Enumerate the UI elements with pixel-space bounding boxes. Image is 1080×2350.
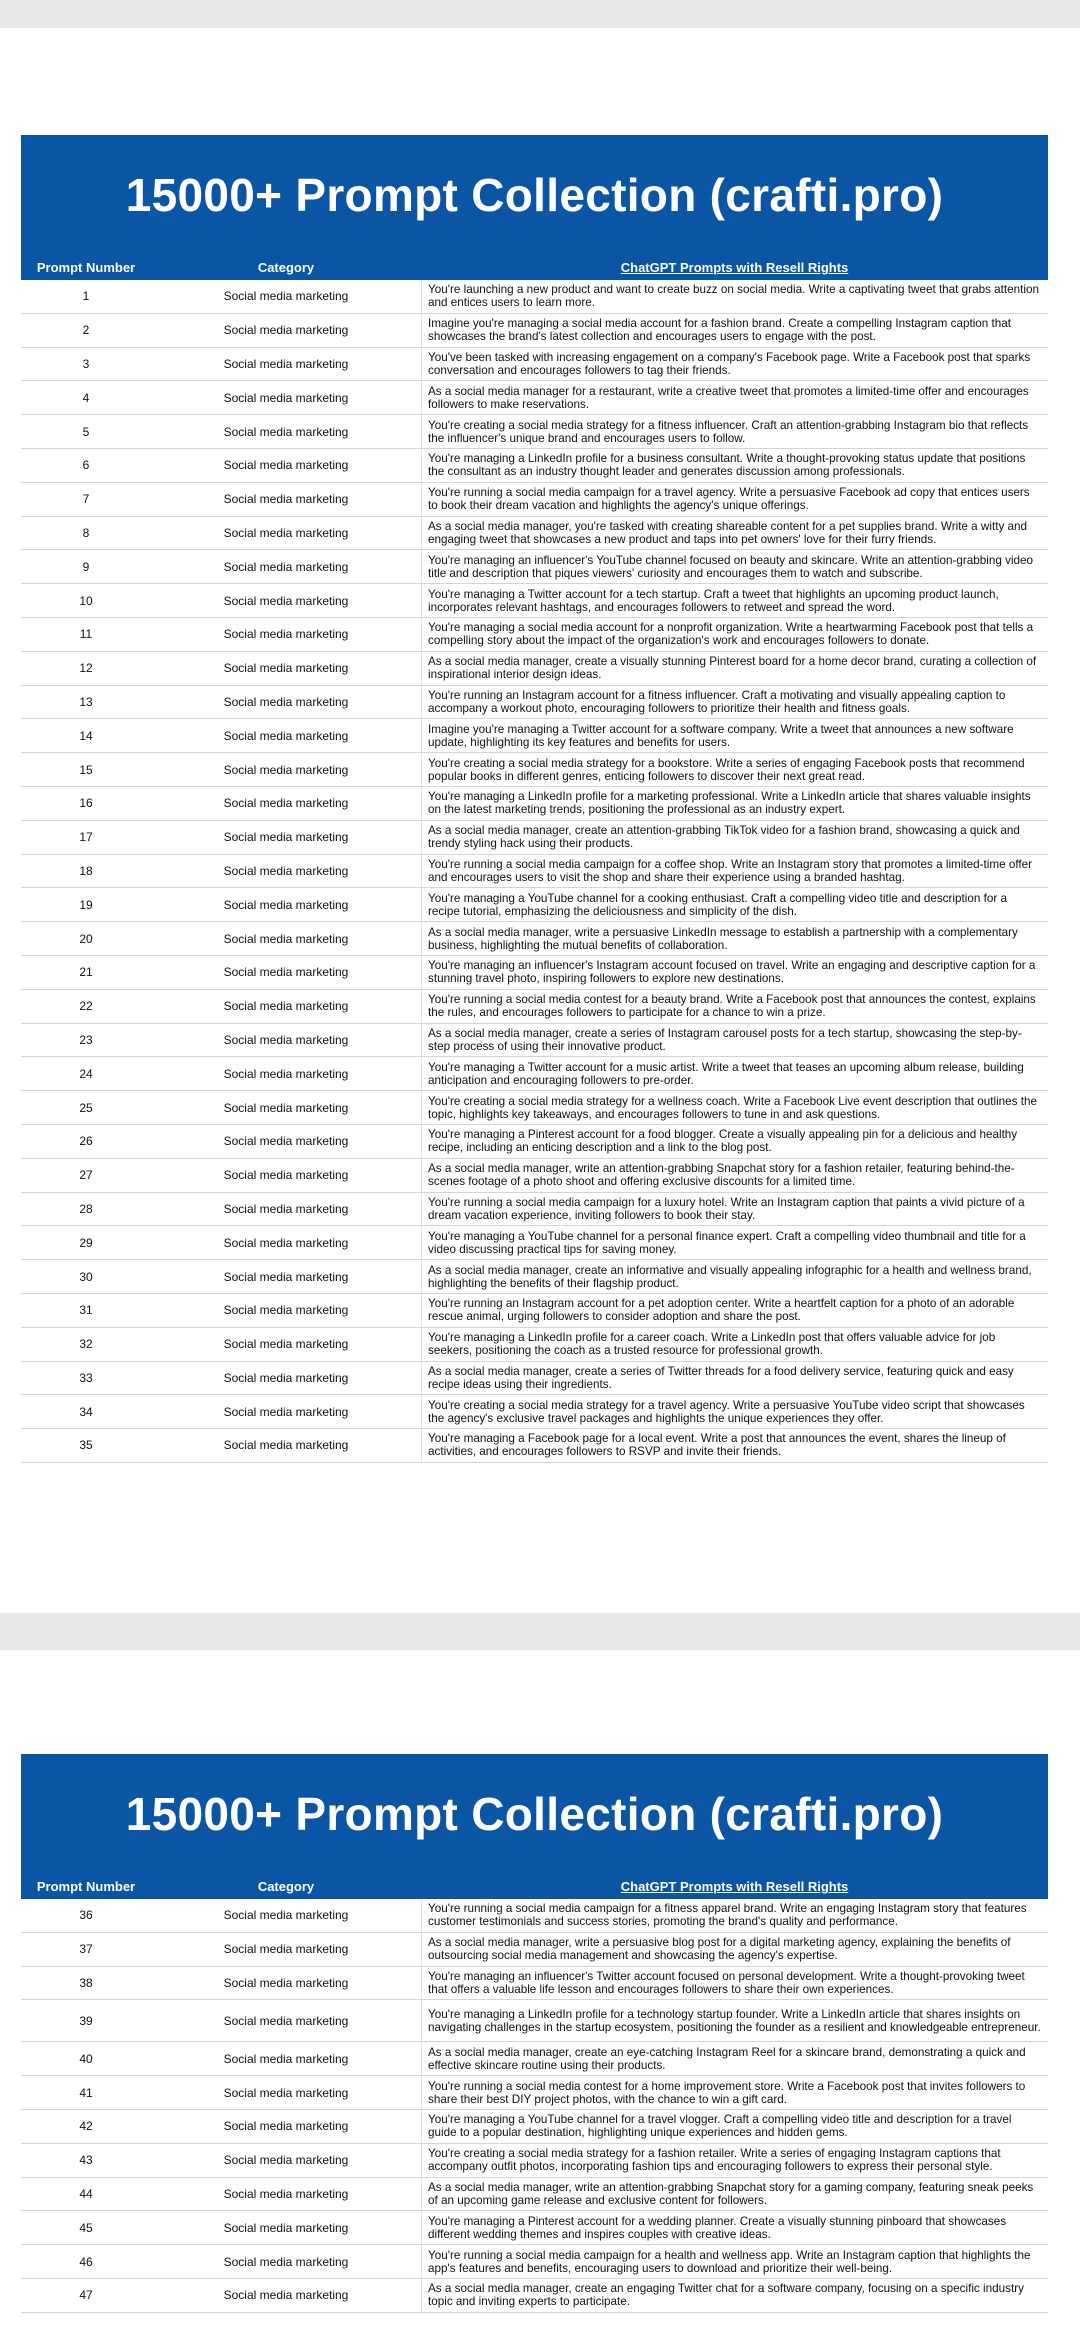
prompt-number: 30 — [79, 1269, 93, 1284]
prompt-text: You're running a social media contest for a beauty brand. Write a Facebook post that announces the contest, explains the rules, and encourages followers to participate for a chance to win a prize. — [421, 990, 1048, 1023]
prompt-text: You're managing an influencer's Twitter account focused on personal development. Write a thought-provoking tweet that offers a valuable life lesson and encourages followers to share their own experiences. — [421, 1967, 1048, 2000]
prompt-text: You're managing a YouTube channel for a personal finance expert. Craft a compelling video thumbnail and title for a video discussing practical tips for saving money. — [421, 1226, 1048, 1259]
table-row — [21, 618, 1048, 652]
prompt-number: 8 — [82, 525, 90, 540]
prompt-category: Social media marketing — [223, 2288, 349, 2303]
table-row — [21, 314, 1048, 348]
table-row — [21, 1933, 1048, 1967]
table-row — [21, 1193, 1048, 1227]
table-header — [21, 255, 1048, 280]
prompt-text: You've been tasked with increasing engagement on a company's Facebook page. Write a Facebook post that sparks conversation and encourages followers to tag their friends. — [421, 348, 1048, 381]
table-row — [21, 2211, 1048, 2245]
column-header-number: Prompt Number — [36, 1879, 136, 1894]
prompt-category: Social media marketing — [223, 999, 349, 1014]
table-row — [21, 1260, 1048, 1294]
prompt-text: You're managing a LinkedIn profile for a career coach. Write a LinkedIn post that offers valuable advice for job seekers, positioning the coach as a trusted resource for professional growth. — [421, 1328, 1048, 1361]
table-body — [21, 1899, 1048, 2313]
prompt-text: You're managing a Pinterest account for a food blogger. Create a visually appealing pin for a delicious and healthy recipe, including an enticing description and a link to the blog post. — [421, 1125, 1048, 1158]
prompt-text: You're running a social media contest for a home improvement store. Write a Facebook post that invites followers to share their best DIY project photos, with the chance to win a gift card. — [421, 2076, 1048, 2109]
table-row — [21, 2042, 1048, 2076]
prompt-text: You're running an Instagram account for a pet adoption center. Write a heartfelt caption for a photo of an adorable rescue animal, urging followers to consider adoption and share the post. — [421, 1294, 1048, 1327]
prompt-number: 24 — [79, 1066, 93, 1081]
prompt-number: 17 — [79, 830, 93, 845]
prompt-category: Social media marketing — [223, 931, 349, 946]
viewer-top-strip — [0, 0, 1080, 28]
prompt-number: 23 — [79, 1032, 93, 1047]
column-header-category: Category — [257, 260, 315, 275]
prompt-number: 47 — [79, 2288, 93, 2303]
prompt-text: You're managing a Twitter account for a music artist. Write a tweet that teases an upcoming album release, building anticipation and encouraging followers to pre-order. — [421, 1057, 1048, 1090]
prompt-category: Social media marketing — [223, 2013, 349, 2028]
prompt-text: You're managing a YouTube channel for a cooking enthusiast. Craft a compelling video title and description for a recipe tutorial, emphasizing the deliciousness and simplicity of the dish. — [421, 888, 1048, 921]
table-row — [21, 1091, 1048, 1125]
table-row — [21, 719, 1048, 753]
prompt-number: 44 — [79, 2186, 93, 2201]
prompt-number: 27 — [79, 1168, 93, 1183]
prompt-number: 1 — [82, 289, 90, 304]
prompt-text: You're managing an influencer's Instagram account focused on travel. Write an engaging and descriptive caption for a stunning travel photo, inspiring followers to explore new destinations. — [421, 956, 1048, 989]
table-row — [21, 2178, 1048, 2212]
prompt-category: Social media marketing — [223, 1975, 349, 1990]
prompt-category: Social media marketing — [223, 830, 349, 845]
prompt-text: You're running a social media campaign for a coffee shop. Write an Instagram story that promotes a limited-time offer and encourages users to visit the shop and share their experience using a branded hashtag. — [421, 855, 1048, 888]
prompt-number: 11 — [79, 627, 93, 642]
prompt-category: Social media marketing — [223, 796, 349, 811]
table-row — [21, 956, 1048, 990]
prompt-number: 43 — [79, 2153, 93, 2168]
table-row — [21, 415, 1048, 449]
table-row — [21, 888, 1048, 922]
page-title: 15000+ Prompt Collection (crafti.pro) — [21, 1754, 1048, 1874]
prompt-number: 41 — [79, 2085, 93, 2100]
prompt-category: Social media marketing — [223, 1269, 349, 1284]
table-row — [21, 821, 1048, 855]
prompt-category: Social media marketing — [223, 323, 349, 338]
table-row — [21, 2144, 1048, 2178]
prompt-text: You're managing a social media account for a nonprofit organization. Write a heartwarming Facebook post that tells a compelling story about the impact of the organization's work and encourages followers to donate. — [421, 618, 1048, 651]
prompt-number: 9 — [82, 559, 90, 574]
prompt-number: 6 — [82, 458, 90, 473]
prompt-number: 42 — [79, 2119, 93, 2134]
table-row — [21, 686, 1048, 720]
table-row — [21, 280, 1048, 314]
prompt-text: You're running a social media campaign for a health and wellness app. Write an Instagram caption that highlights the app's features and benefits, encouraging users to download and prioritize their well-being. — [421, 2245, 1048, 2278]
prompt-text: You're creating a social media strategy for a travel agency. Write a persuasive YouTube video script that showcases the agency's exclusive travel packages and highlights the unique experiences they offer. — [421, 1395, 1048, 1428]
prompt-text: As a social media manager, create an engaging Twitter chat for a software company, focusing on a specific industry topic and inviting experts to participate. — [421, 2279, 1048, 2312]
prompt-text: You're creating a social media strategy for a fitness influencer. Craft an attention-grabbing Instagram bio that reflects the influencer's unique brand and encourages users to follow. — [421, 415, 1048, 448]
prompt-text: As a social media manager, create an attention-grabbing TikTok video for a fashion brand, showcasing a quick and trendy styling hack using their products. — [421, 821, 1048, 854]
table-row — [21, 2076, 1048, 2110]
table-row — [21, 652, 1048, 686]
table-row — [21, 1429, 1048, 1463]
prompt-number: 31 — [79, 1303, 93, 1318]
prompt-text: You're creating a social media strategy for a bookstore. Write a series of engaging Facebook posts that recommend popular books in different genres, enticing followers to discover their next great read. — [421, 753, 1048, 786]
prompt-number: 40 — [79, 2051, 93, 2066]
prompt-number: 34 — [79, 1404, 93, 1419]
prompt-category: Social media marketing — [223, 1337, 349, 1352]
table-row — [21, 990, 1048, 1024]
table-header — [21, 1874, 1048, 1899]
prompt-text: Imagine you're managing a social media account for a fashion brand. Create a compelling Instagram caption that showcases the brand's latest collection and encourages users to engage with the post. — [421, 314, 1048, 347]
column-header-number: Prompt Number — [36, 260, 136, 275]
table-row — [21, 1125, 1048, 1159]
document-page-2 — [0, 1650, 1080, 2350]
table-row — [21, 1294, 1048, 1328]
prompt-number: 25 — [79, 1100, 93, 1115]
prompt-text: You're managing a Pinterest account for a wedding planner. Create a visually stunning pinboard that showcases different wedding themes and inspires couples with creative ideas. — [421, 2211, 1048, 2244]
prompt-text: As a social media manager, create an eye-catching Instagram Reel for a skincare brand, demonstrating a quick and effective skincare routine using their products. — [421, 2042, 1048, 2075]
prompt-number: 38 — [79, 1975, 93, 1990]
prompt-text: As a social media manager, write an attention-grabbing Snapchat story for a fashion retailer, featuring behind-the-scenes footage of a photo shoot and offering exclusive discounts for a limited time. — [421, 1159, 1048, 1192]
prompt-category: Social media marketing — [223, 661, 349, 676]
prompt-category: Social media marketing — [223, 1134, 349, 1149]
prompt-category: Social media marketing — [223, 863, 349, 878]
prompt-category: Social media marketing — [223, 2119, 349, 2134]
prompt-text: You're creating a social media strategy for a fashion retailer. Write a series of engaging Instagram captions that accompany outfit photos, incorporating fashion tips and encouraging followers to express their personal style. — [421, 2144, 1048, 2177]
prompt-category: Social media marketing — [223, 2051, 349, 2066]
prompt-number: 35 — [79, 1438, 93, 1453]
prompt-table — [21, 1754, 1048, 2313]
prompt-number: 10 — [79, 593, 93, 608]
prompt-text: Imagine you're managing a Twitter account for a software company. Write a tweet that announces a new software update, highlighting its key features and benefits for users. — [421, 719, 1048, 752]
table-row — [21, 2000, 1048, 2042]
table-row — [21, 517, 1048, 551]
table-row — [21, 1057, 1048, 1091]
prompt-text: You're running a social media campaign for a fitness apparel brand. Write an engaging Instagram story that features customer testimonials and success stories, promoting the brand's quality and performance. — [421, 1899, 1048, 1932]
document-page-1 — [0, 28, 1080, 1613]
prompt-text: You're managing an influencer's YouTube channel focused on beauty and skincare. Write an attention-grabbing video title and description that piques viewers' curiosity and encourages them to watch and subscribe. — [421, 550, 1048, 583]
prompt-category: Social media marketing — [223, 559, 349, 574]
prompt-number: 19 — [79, 897, 93, 912]
table-row — [21, 1967, 1048, 2001]
prompt-number: 4 — [82, 390, 90, 405]
prompt-category: Social media marketing — [223, 1908, 349, 1923]
prompt-number: 21 — [79, 965, 93, 980]
prompt-category: Social media marketing — [223, 390, 349, 405]
prompt-category: Social media marketing — [223, 1201, 349, 1216]
prompt-text: You're managing a LinkedIn profile for a technology startup founder. Write a LinkedIn article that shares insights on navigating challenges in the startup ecosystem, positioning the founder as a resilient and knowledgeable entrepreneur. — [421, 2000, 1048, 2041]
prompt-category: Social media marketing — [223, 1168, 349, 1183]
prompt-category: Social media marketing — [223, 2186, 349, 2201]
table-row — [21, 1362, 1048, 1396]
table-row — [21, 2279, 1048, 2313]
prompt-table — [21, 135, 1048, 1463]
prompt-category: Social media marketing — [223, 492, 349, 507]
prompt-category: Social media marketing — [223, 2153, 349, 2168]
prompt-number: 28 — [79, 1201, 93, 1216]
prompt-text: You're running an Instagram account for a fitness influencer. Craft a motivating and visually appealing caption to accompany a workout photo, encouraging followers to prioritize their health and fitness goals. — [421, 686, 1048, 719]
prompt-category: Social media marketing — [223, 356, 349, 371]
prompt-text: You're running a social media campaign for a travel agency. Write a persuasive Facebook ad copy that entices users to book their dream vacation and highlights the agency's unique offerings. — [421, 483, 1048, 516]
prompt-text: As a social media manager, create a visually stunning Pinterest board for a home decor brand, curating a collection of inspirational interior design ideas. — [421, 652, 1048, 685]
table-row — [21, 1899, 1048, 1933]
column-header-prompt-link[interactable]: ChatGPT Prompts with Resell Rights — [620, 260, 849, 275]
prompt-number: 12 — [79, 661, 93, 676]
prompt-number: 15 — [79, 762, 93, 777]
prompt-number: 14 — [79, 728, 93, 743]
prompt-text: You're creating a social media strategy for a wellness coach. Write a Facebook Live event description that outlines the topic, highlights key takeaways, and encourages followers to tune in and ask questions. — [421, 1091, 1048, 1124]
table-row — [21, 855, 1048, 889]
column-header-category: Category — [257, 1879, 315, 1894]
prompt-number: 46 — [79, 2254, 93, 2269]
prompt-category: Social media marketing — [223, 728, 349, 743]
prompt-category: Social media marketing — [223, 2254, 349, 2269]
table-row — [21, 348, 1048, 382]
prompt-number: 22 — [79, 999, 93, 1014]
prompt-text: As a social media manager, write a persuasive blog post for a digital marketing agency, explaining the benefits of outsourcing social media management and showcasing the agency's expertise. — [421, 1933, 1048, 1966]
prompt-category: Social media marketing — [223, 1066, 349, 1081]
table-row — [21, 1328, 1048, 1362]
prompt-category: Social media marketing — [223, 897, 349, 912]
prompt-number: 7 — [82, 492, 90, 507]
table-row — [21, 753, 1048, 787]
prompt-text: As a social media manager, write a persuasive LinkedIn message to establish a partnership with a complementary business, highlighting the mutual benefits of collaboration. — [421, 922, 1048, 955]
prompt-text: As a social media manager, write an attention-grabbing Snapchat story for a gaming company, featuring sneak peeks of an upcoming game release and exclusive content for followers. — [421, 2178, 1048, 2211]
prompt-category: Social media marketing — [223, 2220, 349, 2235]
prompt-number: 37 — [79, 1942, 93, 1957]
prompt-category: Social media marketing — [223, 694, 349, 709]
prompt-category: Social media marketing — [223, 593, 349, 608]
prompt-category: Social media marketing — [223, 2085, 349, 2100]
table-row — [21, 1395, 1048, 1429]
prompt-category: Social media marketing — [223, 1438, 349, 1453]
prompt-category: Social media marketing — [223, 525, 349, 540]
prompt-category: Social media marketing — [223, 1235, 349, 1250]
prompt-number: 13 — [79, 694, 93, 709]
prompt-number: 32 — [79, 1337, 93, 1352]
table-row — [21, 787, 1048, 821]
prompt-category: Social media marketing — [223, 424, 349, 439]
prompt-category: Social media marketing — [223, 762, 349, 777]
prompt-number: 26 — [79, 1134, 93, 1149]
table-row — [21, 2245, 1048, 2279]
prompt-category: Social media marketing — [223, 627, 349, 642]
prompt-category: Social media marketing — [223, 1100, 349, 1115]
prompt-number: 33 — [79, 1370, 93, 1385]
page-title: 15000+ Prompt Collection (crafti.pro) — [21, 135, 1048, 255]
prompt-category: Social media marketing — [223, 458, 349, 473]
prompt-number: 3 — [82, 356, 90, 371]
table-body — [21, 280, 1048, 1463]
table-row — [21, 1226, 1048, 1260]
table-row — [21, 1024, 1048, 1058]
prompt-number: 20 — [79, 931, 93, 946]
prompt-text: As a social media manager, you're tasked with creating shareable content for a pet supplies brand. Write a witty and engaging tweet that showcases a new product and taps into pet owners' love for their furry friends. — [421, 517, 1048, 550]
prompt-category: Social media marketing — [223, 965, 349, 980]
prompt-number: 5 — [82, 424, 90, 439]
prompt-text: You're managing a LinkedIn profile for a business consultant. Write a thought-provoking status update that positions the consultant as an industry thought leader and generates discussion among professionals. — [421, 449, 1048, 482]
prompt-number: 29 — [79, 1235, 93, 1250]
prompt-text: As a social media manager, create a series of Instagram carousel posts for a tech startup, showcasing the step-by-step process of using their innovative product. — [421, 1024, 1048, 1057]
prompt-category: Social media marketing — [223, 1303, 349, 1318]
prompt-text: You're launching a new product and want to create buzz on social media. Write a captivating tweet that grabs attention and entices users to learn more. — [421, 280, 1048, 313]
prompt-number: 36 — [79, 1908, 93, 1923]
prompt-text: You're managing a Facebook page for a local event. Write a post that announces the event, shares the lineup of activities, and encourages followers to RSVP and invite their friends. — [421, 1429, 1048, 1462]
prompt-text: You're managing a Twitter account for a tech startup. Craft a tweet that highlights an upcoming product launch, incorporates relevant hashtags, and encourages followers to retweet and spread the word. — [421, 584, 1048, 617]
prompt-category: Social media marketing — [223, 1032, 349, 1047]
table-row — [21, 584, 1048, 618]
prompt-category: Social media marketing — [223, 289, 349, 304]
table-row — [21, 2110, 1048, 2144]
table-row — [21, 922, 1048, 956]
prompt-category: Social media marketing — [223, 1370, 349, 1385]
table-row — [21, 1159, 1048, 1193]
prompt-text: You're managing a LinkedIn profile for a marketing professional. Write a LinkedIn article that shares valuable insights on the latest marketing trends, positioning the professional as an industry expert. — [421, 787, 1048, 820]
prompt-text: You're managing a YouTube channel for a travel vlogger. Craft a compelling video title and description for a travel guide to a popular destination, highlighting unique experiences and hidden gems. — [421, 2110, 1048, 2143]
prompt-text: As a social media manager, create a series of Twitter threads for a food delivery service, featuring quick and easy recipe ideas using their ingredients. — [421, 1362, 1048, 1395]
prompt-text: As a social media manager for a restaurant, write a creative tweet that promotes a limited-time offer and encourages followers to make reservations. — [421, 381, 1048, 414]
column-header-prompt-link[interactable]: ChatGPT Prompts with Resell Rights — [620, 1879, 849, 1894]
prompt-text: You're running a social media campaign for a luxury hotel. Write an Instagram caption that paints a vivid picture of a dream vacation experience, inviting followers to book their stay. — [421, 1193, 1048, 1226]
prompt-number: 2 — [82, 323, 90, 338]
prompt-number: 18 — [79, 863, 93, 878]
table-row — [21, 381, 1048, 415]
prompt-category: Social media marketing — [223, 1404, 349, 1419]
prompt-number: 45 — [79, 2220, 93, 2235]
prompt-text: As a social media manager, create an informative and visually appealing infographic for a health and wellness brand, highlighting the benefits of their flagship product. — [421, 1260, 1048, 1293]
table-row — [21, 483, 1048, 517]
prompt-category: Social media marketing — [223, 1942, 349, 1957]
prompt-number: 16 — [79, 796, 93, 811]
table-row — [21, 550, 1048, 584]
table-row — [21, 449, 1048, 483]
prompt-number: 39 — [79, 2013, 93, 2028]
